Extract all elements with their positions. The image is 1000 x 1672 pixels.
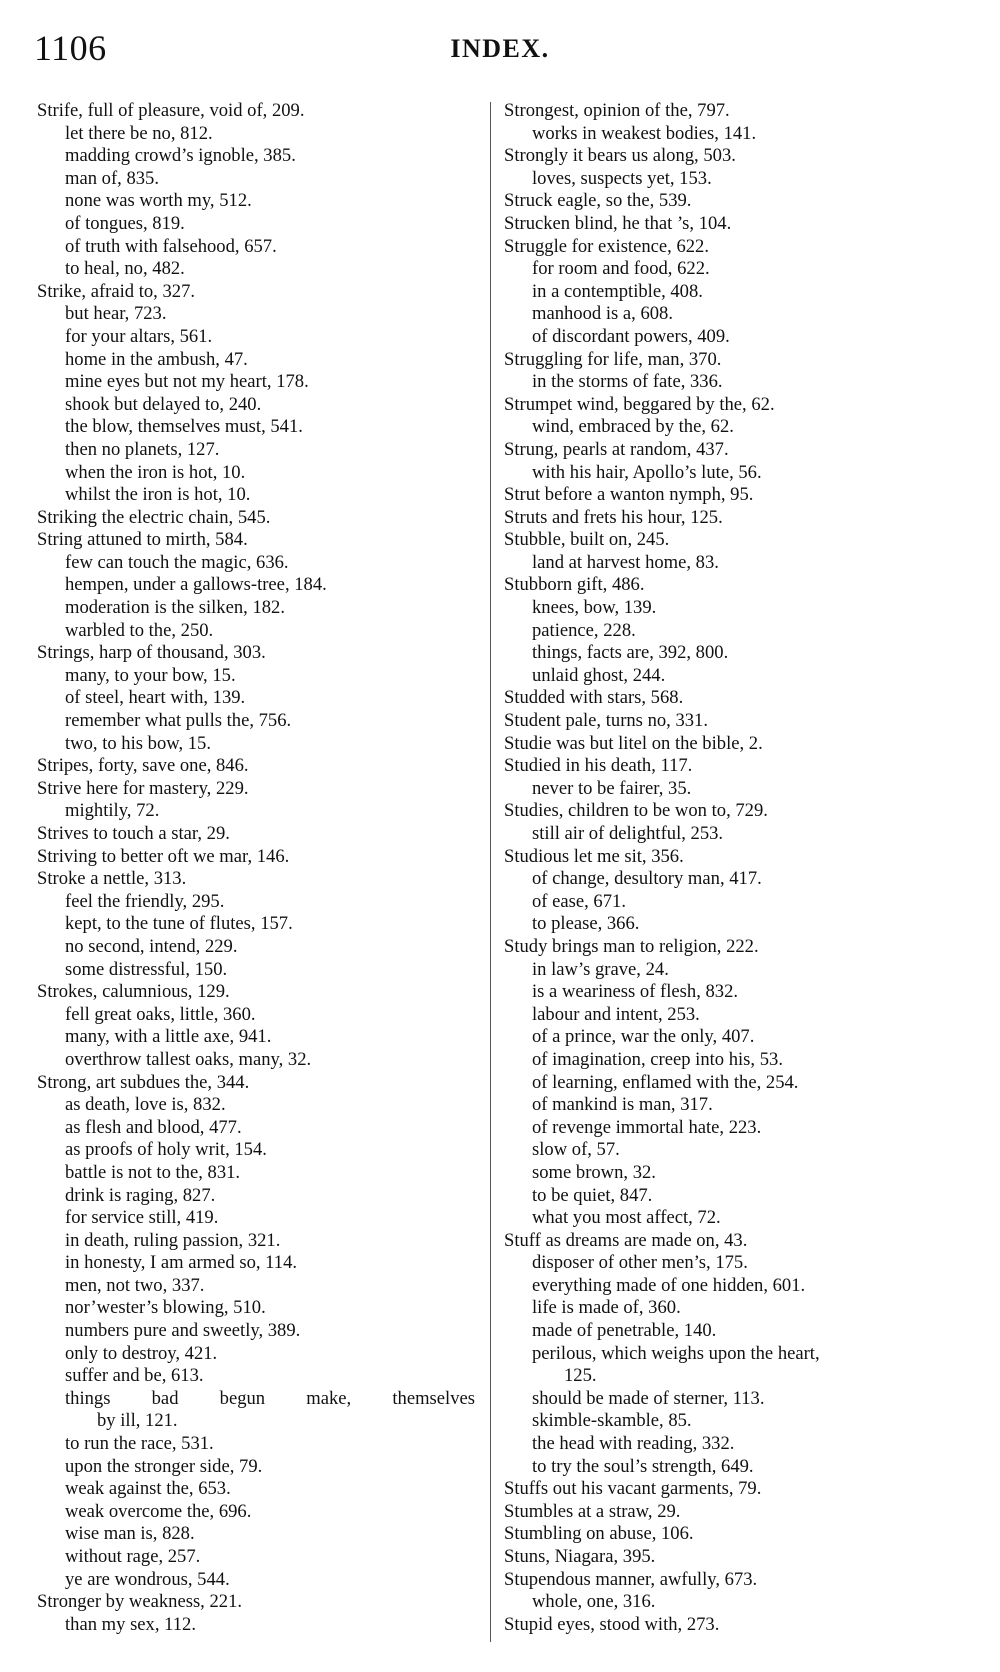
- index-subentry: life is made of, 360.: [532, 1297, 681, 1319]
- index-subentry: weak against the, 653.: [65, 1478, 231, 1500]
- index-subentry: only to destroy, 421.: [65, 1342, 218, 1364]
- index-subentry: upon the stronger side, 79.: [65, 1455, 263, 1477]
- index-entry: Struts and frets his hour, 125.: [504, 506, 723, 528]
- index-subentry: weak overcome the, 696.: [65, 1500, 252, 1522]
- index-subentry: what you most affect, 72.: [532, 1207, 721, 1229]
- index-subentry: nor’wester’s blowing, 510.: [65, 1297, 266, 1319]
- index-subentry: of tongues, 819.: [65, 212, 185, 234]
- index-subentry: mine eyes but not my heart, 178.: [65, 371, 309, 393]
- index-subentry: of mankind is man, 317.: [532, 1094, 713, 1116]
- index-subentry: some brown, 32.: [532, 1161, 656, 1183]
- index-subentry: slow of, 57.: [532, 1139, 620, 1161]
- index-subentry: as proofs of holy writ, 154.: [65, 1139, 267, 1161]
- index-subentry: loves, suspects yet, 153.: [532, 167, 712, 189]
- index-subentry: men, not two, 337.: [65, 1274, 205, 1296]
- index-subentry: wind, embraced by the, 62.: [532, 416, 734, 438]
- index-entry: Strung, pearls at random, 437.: [504, 438, 729, 460]
- index-entry: Striking the electric chain, 545.: [37, 506, 271, 528]
- index-subentry: for service still, 419.: [65, 1207, 219, 1229]
- index-subentry: of truth with falsehood, 657.: [65, 235, 277, 257]
- index-subentry: fell great oaks, little, 360.: [65, 1003, 256, 1025]
- index-subentry: suffer and be, 613.: [65, 1365, 204, 1387]
- index-entry: Student pale, turns no, 331.: [504, 710, 708, 732]
- index-entry: Strokes, calumnious, 129.: [37, 981, 230, 1003]
- index-entry: Strike, afraid to, 327.: [37, 280, 196, 302]
- index-subentry: perilous, which weighs upon the heart,: [532, 1342, 820, 1364]
- index-subentry: everything made of one hidden, 601.: [532, 1274, 806, 1296]
- index-entry: Struck eagle, so the, 539.: [504, 190, 692, 212]
- index-subentry: to please, 366.: [532, 913, 640, 935]
- index-entry: Stubble, built on, 245.: [504, 529, 670, 551]
- index-entry: Stuffs out his vacant garments, 79.: [504, 1478, 762, 1500]
- index-entry-continuation: by ill, 121.: [97, 1410, 178, 1432]
- index-subentry: hempen, under a gallows-tree, 184.: [65, 574, 327, 596]
- index-subentry: to be quiet, 847.: [532, 1184, 653, 1206]
- index-subentry: drink is raging, 827.: [65, 1184, 216, 1206]
- index-subentry: none was worth my, 512.: [65, 190, 252, 212]
- index-subentry: in the storms of fate, 336.: [532, 371, 723, 393]
- index-entry: Studded with stars, 568.: [504, 687, 684, 709]
- page-number: 1106: [34, 28, 107, 68]
- index-subentry: unlaid ghost, 244.: [532, 664, 666, 686]
- index-entry: Struggling for life, man, 370.: [504, 348, 722, 370]
- index-entry: Strong, art subdues the, 344.: [37, 1071, 250, 1093]
- index-column-right: [504, 100, 962, 1636]
- index-column-left: [37, 100, 475, 1636]
- index-entry: Studied in his death, 117.: [504, 755, 693, 777]
- index-entry: Strongest, opinion of the, 797.: [504, 100, 730, 121]
- index-subentry: of discordant powers, 409.: [532, 325, 730, 347]
- index-entry: Strucken blind, he that ’s, 104.: [504, 212, 732, 234]
- index-entry: Study brings man to religion, 222.: [504, 935, 759, 957]
- index-subentry: feel the friendly, 295.: [65, 890, 225, 912]
- index-subentry: patience, 228.: [532, 619, 636, 641]
- index-subentry: overthrow tallest oaks, many, 32.: [65, 1048, 312, 1070]
- index-subentry: is a weariness of flesh, 832.: [532, 981, 739, 1003]
- index-subentry: whilst the iron is hot, 10.: [65, 484, 251, 506]
- index-entry-continuation: 125.: [564, 1365, 597, 1387]
- index-entry: Strumpet wind, beggared by the, 62.: [504, 393, 775, 415]
- index-subentry: labour and intent, 253.: [532, 1003, 700, 1025]
- index-subentry: few can touch the magic, 636.: [65, 551, 289, 573]
- index-entry: Studious let me sit, 356.: [504, 845, 684, 867]
- index-entry: Stupendous manner, awfully, 673.: [504, 1568, 758, 1590]
- index-subentry: as death, love is, 832.: [65, 1094, 226, 1116]
- index-subentry: some distressful, 150.: [65, 958, 228, 980]
- index-subentry: for room and food, 622.: [532, 258, 710, 280]
- index-subentry: to try the soul’s strength, 649.: [532, 1455, 754, 1477]
- index-entry: Studie was but litel on the bible, 2.: [504, 732, 763, 754]
- index-subentry: home in the ambush, 47.: [65, 348, 248, 370]
- index-subentry: than my sex, 112.: [65, 1613, 197, 1635]
- index-subentry: things bad begun make, themselves: [65, 1387, 475, 1409]
- index-subentry: many, with a little axe, 941.: [65, 1026, 272, 1048]
- index-subentry: of learning, enflamed with the, 254.: [532, 1071, 799, 1093]
- index-subentry: knees, bow, 139.: [532, 597, 657, 619]
- index-subentry: of imagination, creep into his, 53.: [532, 1048, 783, 1070]
- index-subentry: in a contemptible, 408.: [532, 280, 703, 302]
- index-entry: Struggle for existence, 622.: [504, 235, 709, 257]
- index-subentry: still air of delightful, 253.: [532, 823, 724, 844]
- index-subentry: should be made of sterner, 113.: [532, 1387, 765, 1409]
- index-subentry: remember what pulls the, 756.: [65, 710, 292, 732]
- index-entry: Stroke a nettle, 313.: [37, 868, 187, 890]
- index-subentry: battle is not to the, 831.: [65, 1161, 241, 1183]
- index-entry: Strive here for mastery, 229.: [37, 777, 249, 799]
- index-subentry: let there be no, 812.: [65, 122, 213, 144]
- index-subentry: kept, to the tune of flutes, 157.: [65, 913, 293, 935]
- index-entry: Strife, full of pleasure, void of, 209.: [37, 100, 305, 121]
- index-subentry: to heal, no, 482.: [65, 258, 185, 280]
- index-subentry: land at harvest home, 83.: [532, 551, 719, 573]
- index-subentry: two, to his bow, 15.: [65, 732, 211, 754]
- index-subentry: for your altars, 561.: [65, 325, 213, 347]
- index-subentry: ye are wondrous, 544.: [65, 1568, 230, 1590]
- index-entry: Stuff as dreams are made on, 43.: [504, 1229, 748, 1251]
- index-subentry: as flesh and blood, 477.: [65, 1116, 242, 1138]
- index-entry: String attuned to mirth, 584.: [37, 529, 248, 551]
- index-subentry: of revenge immortal hate, 223.: [532, 1116, 762, 1138]
- index-subentry: things, facts are, 392, 800.: [532, 642, 729, 664]
- index-subentry: then no planets, 127.: [65, 438, 220, 460]
- index-subentry: many, to your bow, 15.: [65, 664, 236, 686]
- index-subentry: manhood is a, 608.: [532, 303, 673, 325]
- index-entry: Stuns, Niagara, 395.: [504, 1546, 656, 1567]
- index-subentry: warbled to the, 250.: [65, 619, 214, 641]
- index-subentry: of a prince, war the only, 407.: [532, 1026, 755, 1048]
- index-subentry: numbers pure and sweetly, 389.: [65, 1320, 301, 1342]
- index-subentry: in honesty, I am armed so, 114.: [65, 1252, 298, 1274]
- index-subentry: moderation is the silken, 182.: [65, 597, 285, 619]
- index-subentry: with his hair, Apollo’s lute, 56.: [532, 461, 762, 483]
- index-subentry: disposer of other men’s, 175.: [532, 1252, 748, 1274]
- index-subentry: of change, desultory man, 417.: [532, 868, 762, 890]
- page-title: INDEX.: [450, 34, 550, 63]
- index-entry: Stumbling on abuse, 106.: [504, 1523, 694, 1545]
- index-subentry: man of, 835.: [65, 167, 159, 189]
- index-entry: Stripes, forty, save one, 846.: [37, 755, 249, 777]
- index-subentry: when the iron is hot, 10.: [65, 461, 246, 483]
- index-entry: Stronger by weakness, 221.: [37, 1591, 243, 1613]
- index-subentry: of steel, heart with, 139.: [65, 687, 246, 709]
- index-entry: Striving to better oft we mar, 146.: [37, 845, 290, 867]
- index-subentry: no second, intend, 229.: [65, 935, 238, 957]
- index-entry: Stumbles at a straw, 29.: [504, 1500, 681, 1522]
- index-subentry: the blow, themselves must, 541.: [65, 416, 303, 438]
- index-entry: Strongly it bears us along, 503.: [504, 145, 736, 167]
- index-subentry: works in weakest bodies, 141.: [532, 122, 757, 144]
- index-subentry: mightily, 72.: [65, 800, 160, 822]
- index-subentry: wise man is, 828.: [65, 1523, 195, 1545]
- index-subentry: to run the race, 531.: [65, 1433, 214, 1455]
- index-subentry: the head with reading, 332.: [532, 1433, 735, 1455]
- index-subentry: madding crowd’s ignoble, 385.: [65, 145, 296, 167]
- index-subentry: shook but delayed to, 240.: [65, 393, 262, 415]
- index-subentry: whole, one, 316.: [532, 1591, 656, 1613]
- index-subentry: skimble-skamble, 85.: [532, 1410, 692, 1432]
- index-subentry: without rage, 257.: [65, 1546, 201, 1567]
- index-subentry: but hear, 723.: [65, 303, 167, 325]
- index-entry: Strut before a wanton nymph, 95.: [504, 484, 754, 506]
- index-subentry: in law’s grave, 24.: [532, 958, 669, 980]
- index-entry: Studies, children to be won to, 729.: [504, 800, 768, 822]
- index-subentry: made of penetrable, 140.: [532, 1320, 717, 1342]
- index-subentry: never to be fairer, 35.: [532, 777, 692, 799]
- index-entry: Strings, harp of thousand, 303.: [37, 642, 266, 664]
- index-subentry: of ease, 671.: [532, 890, 626, 912]
- index-subentry: in death, ruling passion, 321.: [65, 1229, 281, 1251]
- index-entry: Stupid eyes, stood with, 273.: [504, 1613, 720, 1635]
- column-divider: [490, 102, 491, 1642]
- index-entry: Stubborn gift, 486.: [504, 574, 645, 596]
- index-entry: Strives to touch a star, 29.: [37, 823, 230, 844]
